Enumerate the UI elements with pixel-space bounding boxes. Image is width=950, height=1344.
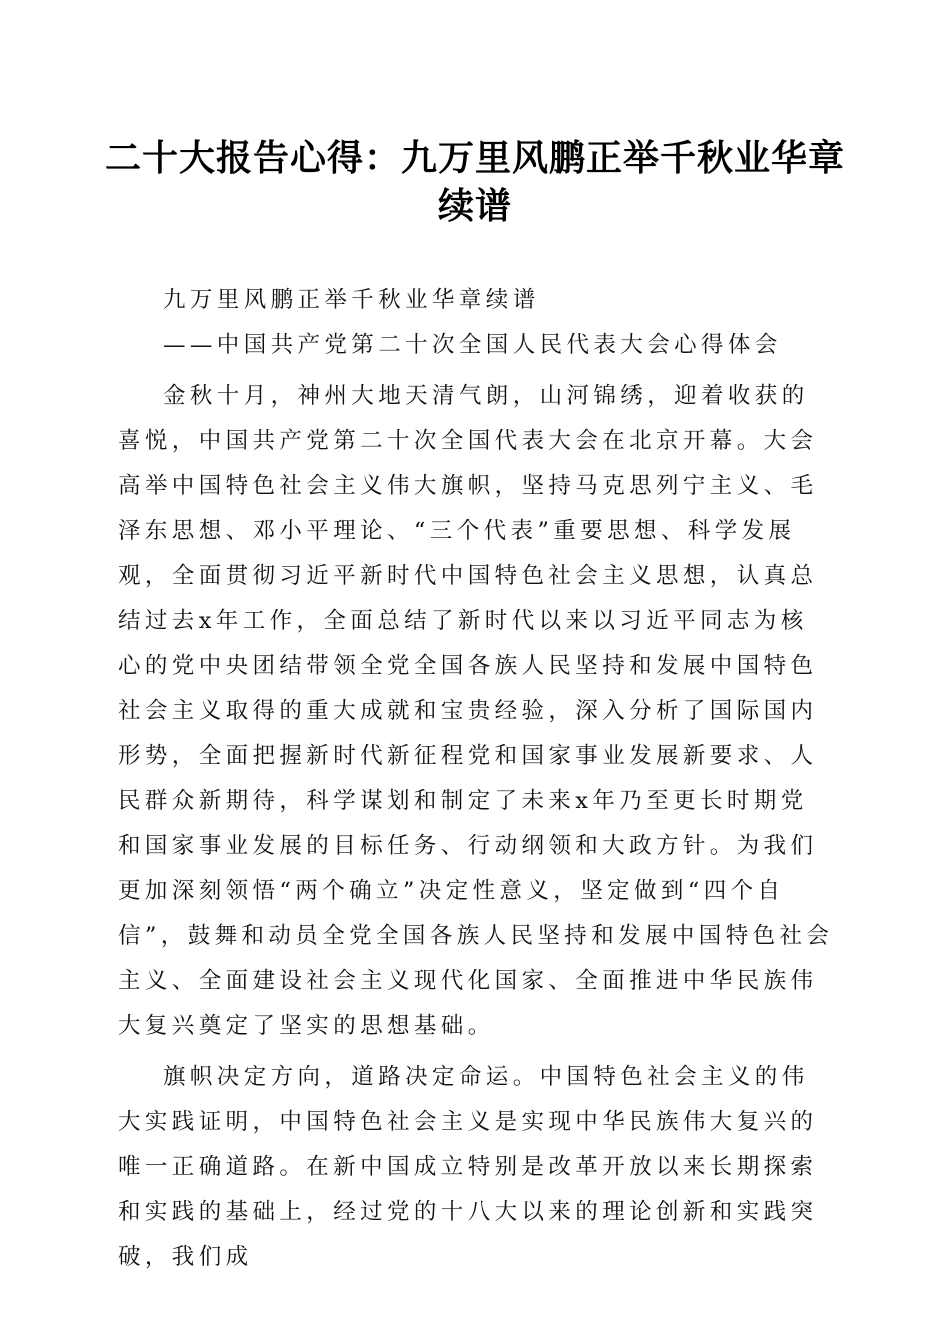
paragraph: 金秋十月，神州大地天清气朗，山河锦绣，迎着收获的喜悦，中国共产党第二十次全国代表大会在北京开幕。大会高举中国特色社会主义伟大旗帜，坚持马克思列宁主义、毛泽东思想、邓小平理论、“三个代表”重要思想、科学发展观，全面贯彻习近平新时代中国特色社会主义思想，认真总结过去x年工作，全面总结了新时代以来以习近平同志为核心的党中央团结带领全党全国各族人民坚持和发展中国特色社会主义取得的重大成就和宝贵经验，深入分析了国际国内形势，全面把握新时代新征程党和国家事业发展新要求、人民群众新期待，科学谋划和制定了未来x年乃至更长时期党和国家事业发展的目标任务、行动纲领和大政方针。为我们更加深刻领悟“两个确立”决定性意义，坚定做到“四个自信”，鼓舞和动员全党全国各族人民坚持和发展中国特色社会主义、全面建设社会主义现代化国家、全面推进中华民族伟大复兴奠定了坚实的思想基础。 bbox=[118, 383, 834, 1039]
subtitle-sub: ——中国共产党第二十次全国人民代表大会心得体会 bbox=[163, 332, 782, 358]
document-body bbox=[118, 278, 834, 1280]
document-title-line-2: 续谱 bbox=[437, 185, 512, 227]
document-title-line-1: 二十大报告心得：九万里风鹏正举千秋业华章 bbox=[104, 137, 845, 179]
paragraph: 旗帜决定方向，道路决定命运。中国特色社会主义的伟大实践证明，中国特色社会主义是实现中华民族伟大复兴的唯一正确道路。在新中国成立特别是改革开放以来长期探索和实践的基础上，经过党的十八大以来的理论创新和实践突破，我们成 bbox=[118, 1064, 818, 1270]
subtitle-main: 九万里风鹏正举千秋业华章续谱 bbox=[163, 287, 540, 313]
